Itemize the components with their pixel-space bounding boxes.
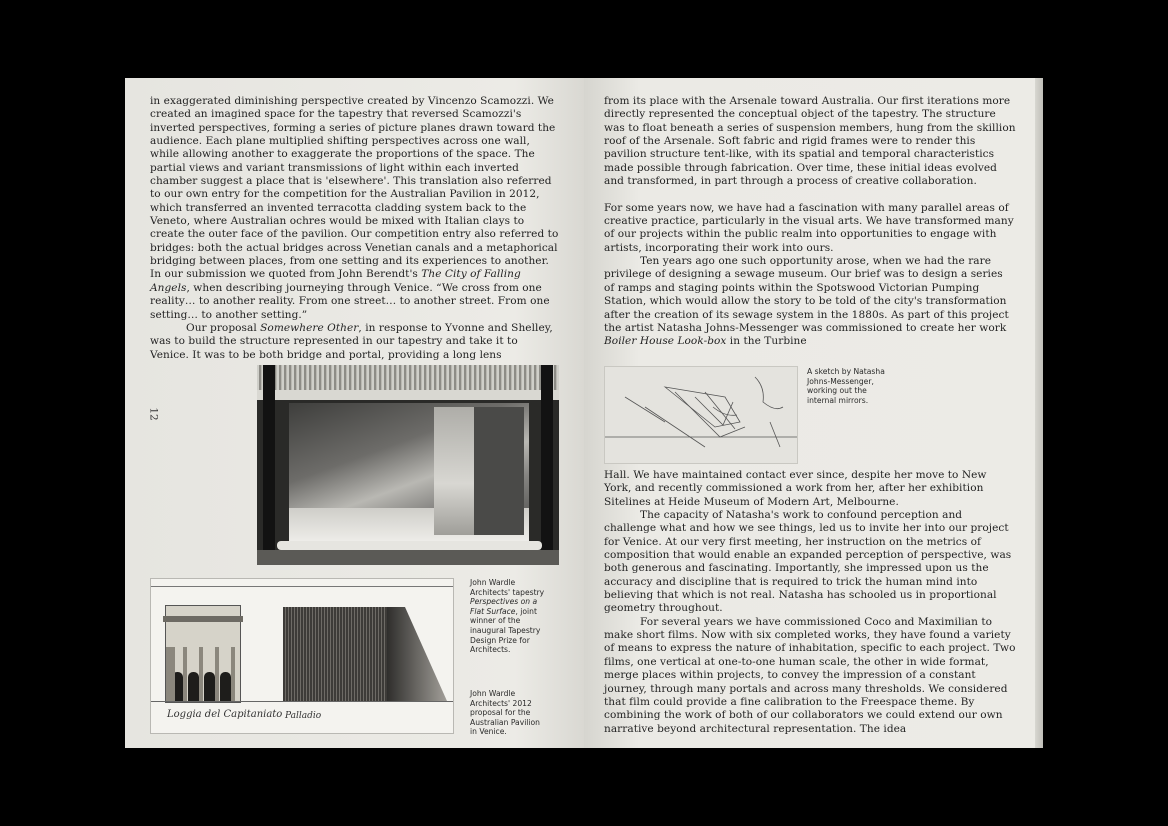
right-paragraph-4: Hall. We have maintained contact ever since, despite her move to New York, and recently commissioned a work from her, after her exhibition Sitelines at Heide Museum of Modern Art, Melbourne.	[604, 469, 987, 508]
right-paragraph-6: For several years we have commissioned Coco and Maximilian to make short films. Now with six completed works, they have found a variety of means to express the nature of inhabitation, specific to each project. Two films, one vertical at one-to-one human scale, the other in wide format, merge places within projects, to convey the impression of a constant journey, through many portals and across many thresholds. We considered that film could provide a fine calibration to the Freespace theme. By combining the work of both of our collaborators we could extend our own narrative beyond architectural representation. The idea	[604, 615, 1016, 735]
studio-floor	[257, 550, 559, 565]
right-body-text-top	[604, 95, 1016, 349]
mirror-sketch-image	[604, 366, 798, 464]
tapestry-on-loom-photo	[257, 365, 559, 565]
page-number: 12	[147, 407, 160, 421]
right-page	[584, 78, 1043, 748]
tapestry-roll	[277, 541, 542, 550]
right-paragraph-5: The capacity of Natasha's work to confound perception and challenge what and how we see things, led us to invite her into our project for Venice. At our very first meeting, her instruction on the metrics of composition that would enable an expanded perception of perspective, was both generous and fascinating. Importantly, she impressed upon us the accuracy and discipline that is required to trick the human mind into believing that which is not real. Natasha has schooled us in proportional geometry throughout.	[604, 509, 1012, 615]
pavilion-wedge	[387, 607, 447, 701]
right-paragraph-2: For some years now, we have had a fascination with many parallel areas of creative practice, particularly in the visual arts. We have transformed many of our projects within the public realm into opportunities to engage with artists, incorporating their work into ours.	[604, 201, 1014, 254]
sketch-lines	[605, 367, 797, 463]
left-paragraph-1: in exaggerated diminishing perspective created by Vincenzo Scamozzi. We created an imagined space for the tapestry that reversed Scamozzi's inverted perspectives, forming a series of picture planes drawn toward the audience. Each plane multiplied shifting perspectives across one wall, while allowing another to exaggerate the proportions of the space. The partial views and variant transmissions of light within each inverted chamber suggest a place that is 'elsewhere'. This translation also referred to our own entry for the competition for the Australian Pavilion in 2012, which transferred an invented terracotta cladding system back to the Veneto, where Australian ochres would be mixed with Italian clays to create the outer face of the pavilion. Our competition entry also referred to bridges: both the actual bridges across Venetian canals and a metaphorical bridging between places, from one setting and its experiences to another. In our submission we quoted from John Berendt's The City of Falling Angels, when describing journeying through Venice. “We cross from one reality… to another reality. From one street… to another street. From one setting… to another setting.”	[150, 95, 559, 321]
drawing-label-architect: Palladio	[285, 711, 322, 721]
loggia-facade	[165, 605, 241, 703]
loom-threads	[257, 365, 559, 393]
caption-sketch: A sketch by Natasha Johns-Messenger, working out the internal mirrors.	[807, 367, 885, 405]
drawing-label: Loggia del Capitaniato	[167, 709, 283, 720]
caption-pavilion: John Wardle Architects' 2012 proposal for the Australian Pavilion in Venice.	[470, 689, 540, 737]
book-spread	[125, 78, 1043, 748]
tapestry-dark-wall	[474, 407, 524, 535]
loom-beam	[257, 390, 559, 400]
ground-line	[151, 701, 453, 702]
caption-tapestry: John Wardle Architects' tapestry Perspectives on a Flat Surface, joint winner of the inaugural Tapestry Design Prize for Architects.	[470, 578, 545, 655]
left-page	[125, 78, 584, 748]
right-paragraph-1: from its place with the Arsenale toward Australia. Our first iterations more directly represented the conceptual object of the tapestry. The structure was to float beneath a series of suspension members, hung from the skillion roof of the Arsenale. Soft fabric and rigid frames were to render this pavilion structure tent-like, with its spatial and temporal characteristics made possible through fabrication. Over time, these initial ideas evolved and transformed, in part through a process of creative collaboration.	[604, 95, 1016, 188]
right-body-text-bottom	[604, 469, 1016, 736]
loom-post-right	[541, 365, 553, 565]
right-paragraph-3: Ten years ago one such opportunity arose, when we had the rare privilege of designing a sewage museum. Our brief was to design a series of ramps and staging points within the Spotswood Victorian Pumping Station, which would allow the story to be told of the city's transformation after the creation of its sewage system in the 1880s. As part of this project the artist Natasha Johns-Messenger was commissioned to create her work Boiler House Look-box in the Turbine	[604, 255, 1009, 348]
left-paragraph-2: Our proposal Somewhere Other, in response to Yvonne and Shelley, was to build the structure represented in our tapestry and take it to Venice. It was to be both bridge and portal, providing a long lens	[150, 321, 553, 361]
drawing-scale-bar	[151, 579, 453, 587]
tapestry-image	[289, 403, 529, 543]
loom-post-left	[263, 365, 275, 565]
pavilion-proposal-drawing	[150, 578, 454, 734]
pavilion-elevation	[283, 607, 393, 701]
left-body-text	[150, 95, 560, 362]
tapestry-light-wall	[434, 407, 474, 535]
